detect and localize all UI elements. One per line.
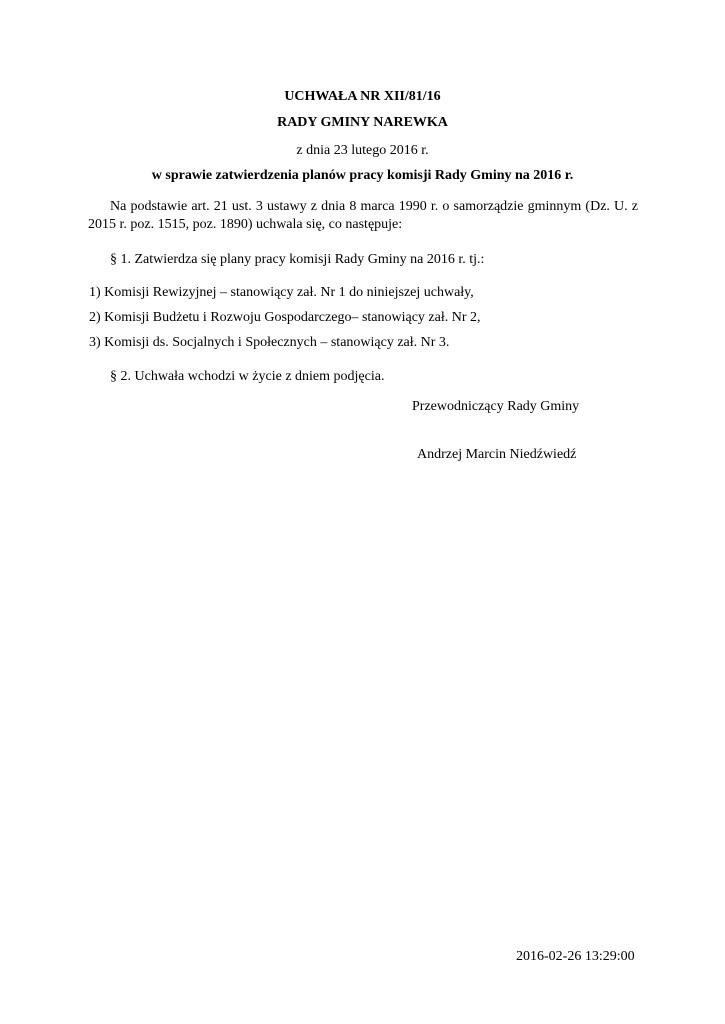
timestamp: 2016-02-26 13:29:00	[516, 949, 635, 964]
list-item-1: 1) Komisji Rewizyjnej – stanowiący zał. Nr 1 do niniejszej uchwały,	[89, 285, 474, 300]
section-2: § 2. Uchwała wchodzi w życie z dniem podjęcia.	[110, 369, 385, 384]
preamble-paragraph: Na podstawie art. 21 ust. 3 ustawy z dnia 8 marca 1990 r. o samorządzie gminnym (Dz. U. z 2015 r. poz. 1515, poz. 1890) uchwala się, co następuje:	[88, 199, 638, 232]
list-item-3: 3) Komisji ds. Socjalnych i Społecznych – stanowiący zał. Nr 3.	[89, 335, 450, 350]
list-item-2: 2) Komisji Budżetu i Rozwoju Gospodarczego– stanowiący zał. Nr 2,	[89, 310, 481, 325]
council-name: RADY GMINY NAREWKA	[277, 115, 448, 130]
section-1: § 1. Zatwierdza się plany pracy komisji Rady Gminy na 2016 r. tj.:	[110, 252, 485, 267]
resolution-date: z dnia 23 lutego 2016 r.	[296, 143, 429, 158]
resolution-subject: w sprawie zatwierdzenia planów pracy komisji Rady Gminy na 2016 r.	[151, 168, 574, 183]
signatory-role: Przewodniczący Rady Gminy	[412, 399, 580, 414]
resolution-title: UCHWAŁA NR XII/81/16	[284, 89, 441, 104]
signatory-name: Andrzej Marcin Niedźwiedź	[417, 447, 577, 462]
